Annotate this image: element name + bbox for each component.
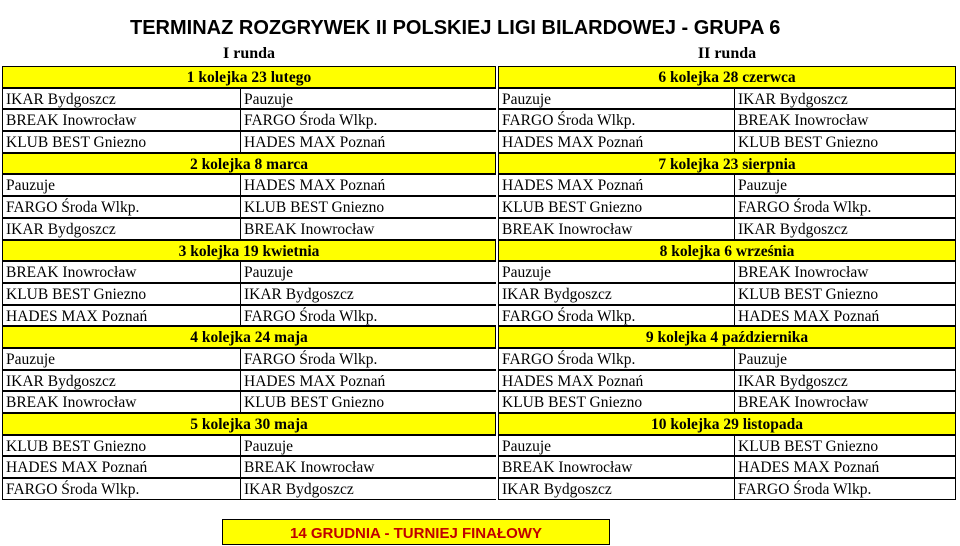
team-cell-first-leg-home: BREAK Inowrocław: [2, 109, 240, 131]
team-cell-second-leg-home: HADES MAX Poznań: [498, 131, 734, 153]
match-row: [2, 131, 956, 153]
team-cell-first-leg-away: BREAK Inowrocław: [240, 456, 496, 478]
team-cell-first-leg-home: FARGO Środa Wlkp.: [2, 478, 240, 500]
team-cell-second-leg-away: HADES MAX Poznań: [734, 305, 956, 327]
team-cell-first-leg-away: HADES MAX Poznań: [240, 370, 496, 392]
team-cell-second-leg-away: HADES MAX Poznań: [734, 456, 956, 478]
team-cell-second-leg-away: FARGO Środa Wlkp.: [734, 478, 956, 500]
team-cell-first-leg-home: BREAK Inowrocław: [2, 261, 240, 283]
team-cell-first-leg-home: HADES MAX Poznań: [2, 305, 240, 327]
match-row: [2, 218, 956, 240]
team-cell-first-leg-away: KLUB BEST Gniezno: [240, 391, 496, 413]
team-cell-second-leg-home: BREAK Inowrocław: [498, 456, 734, 478]
round-header-first-leg: 4 kolejka 24 maja: [2, 326, 496, 348]
match-row: [2, 283, 956, 305]
team-cell-second-leg-away: FARGO Środa Wlkp.: [734, 196, 956, 218]
match-row: [2, 88, 956, 110]
team-cell-first-leg-away: FARGO Środa Wlkp.: [240, 109, 496, 131]
team-cell-first-leg-home: KLUB BEST Gniezno: [2, 435, 240, 457]
match-row: [2, 370, 956, 392]
team-cell-first-leg-away: HADES MAX Poznań: [240, 131, 496, 153]
match-row: [2, 348, 956, 370]
team-cell-second-leg-away: BREAK Inowrocław: [734, 109, 956, 131]
team-cell-second-leg-away: KLUB BEST Gniezno: [734, 435, 956, 457]
team-cell-first-leg-home: IKAR Bydgoszcz: [2, 218, 240, 240]
match-row: [2, 305, 956, 327]
team-cell-second-leg-home: IKAR Bydgoszcz: [498, 283, 734, 305]
team-cell-second-leg-home: FARGO Środa Wlkp.: [498, 109, 734, 131]
team-cell-second-leg-away: BREAK Inowrocław: [734, 261, 956, 283]
schedule-table: [2, 66, 956, 500]
team-cell-first-leg-away: Pauzuje: [240, 261, 496, 283]
team-cell-first-leg-away: HADES MAX Poznań: [240, 174, 496, 196]
team-cell-first-leg-home: KLUB BEST Gniezno: [2, 283, 240, 305]
team-cell-second-leg-home: IKAR Bydgoszcz: [498, 478, 734, 500]
team-cell-second-leg-home: FARGO Środa Wlkp.: [498, 305, 734, 327]
round-header-second-leg: 10 kolejka 29 listopada: [498, 413, 956, 435]
match-row: [2, 391, 956, 413]
team-cell-first-leg-home: IKAR Bydgoszcz: [2, 370, 240, 392]
team-cell-second-leg-home: KLUB BEST Gniezno: [498, 196, 734, 218]
round-header-row: [2, 153, 956, 175]
team-cell-second-leg-away: BREAK Inowrocław: [734, 391, 956, 413]
team-cell-second-leg-home: HADES MAX Poznań: [498, 370, 734, 392]
round-header-first-leg: 5 kolejka 30 maja: [2, 413, 496, 435]
team-cell-first-leg-away: IKAR Bydgoszcz: [240, 478, 496, 500]
team-cell-second-leg-away: KLUB BEST Gniezno: [734, 131, 956, 153]
team-cell-second-leg-away: Pauzuje: [734, 348, 956, 370]
team-cell-first-leg-home: KLUB BEST Gniezno: [2, 131, 240, 153]
team-cell-second-leg-home: Pauzuje: [498, 88, 734, 110]
team-cell-first-leg-away: Pauzuje: [240, 435, 496, 457]
round-header-row: [2, 413, 956, 435]
team-cell-first-leg-home: BREAK Inowrocław: [2, 391, 240, 413]
team-cell-second-leg-away: Pauzuje: [734, 174, 956, 196]
team-cell-first-leg-away: FARGO Środa Wlkp.: [240, 305, 496, 327]
match-row: [2, 435, 956, 457]
team-cell-first-leg-home: HADES MAX Poznań: [2, 456, 240, 478]
team-cell-first-leg-home: IKAR Bydgoszcz: [2, 88, 240, 110]
team-cell-first-leg-away: Pauzuje: [240, 88, 496, 110]
team-cell-second-leg-away: IKAR Bydgoszcz: [734, 88, 956, 110]
round-header-second-leg: 7 kolejka 23 sierpnia: [498, 153, 956, 175]
round2-label: II runda: [697, 45, 757, 62]
team-cell-second-leg-home: KLUB BEST Gniezno: [498, 391, 734, 413]
team-cell-first-leg-home: FARGO Środa Wlkp.: [2, 196, 240, 218]
match-row: [2, 456, 956, 478]
team-cell-second-leg-away: IKAR Bydgoszcz: [734, 218, 956, 240]
team-cell-first-leg-away: KLUB BEST Gniezno: [240, 196, 496, 218]
team-cell-second-leg-home: Pauzuje: [498, 435, 734, 457]
team-cell-first-leg-home: Pauzuje: [2, 348, 240, 370]
team-cell-second-leg-home: BREAK Inowrocław: [498, 218, 734, 240]
round-header-row: [2, 240, 956, 262]
team-cell-second-leg-away: KLUB BEST Gniezno: [734, 283, 956, 305]
round-header-row: [2, 66, 956, 88]
match-row: [2, 261, 956, 283]
team-cell-second-leg-home: FARGO Środa Wlkp.: [498, 348, 734, 370]
match-row: [2, 478, 956, 500]
team-cell-second-leg-home: Pauzuje: [498, 261, 734, 283]
team-cell-second-leg-away: IKAR Bydgoszcz: [734, 370, 956, 392]
round-header-first-leg: 2 kolejka 8 marca: [2, 153, 496, 175]
team-cell-first-leg-away: FARGO Środa Wlkp.: [240, 348, 496, 370]
match-row: [2, 174, 956, 196]
round-header-second-leg: 9 kolejka 4 października: [498, 326, 956, 348]
round-header-first-leg: 1 kolejka 23 lutego: [2, 66, 496, 88]
round-header-row: [2, 326, 956, 348]
round-header-first-leg: 3 kolejka 19 kwietnia: [2, 240, 496, 262]
team-cell-second-leg-home: HADES MAX Poznań: [498, 174, 734, 196]
round-header-second-leg: 8 kolejka 6 września: [498, 240, 956, 262]
match-row: [2, 109, 956, 131]
page-title: TERMINAZ ROZGRYWEK II POLSKIEJ LIGI BILARDOWEJ - GRUPA 6: [130, 17, 781, 39]
team-cell-first-leg-away: IKAR Bydgoszcz: [240, 283, 496, 305]
round-header-second-leg: 6 kolejka 28 czerwca: [498, 66, 956, 88]
match-row: [2, 196, 956, 218]
team-cell-first-leg-away: BREAK Inowrocław: [240, 218, 496, 240]
team-cell-first-leg-home: Pauzuje: [2, 174, 240, 196]
final-tournament-banner: 14 GRUDNIA - TURNIEJ FINAŁOWY: [222, 519, 610, 545]
round1-label: I runda: [222, 45, 276, 62]
